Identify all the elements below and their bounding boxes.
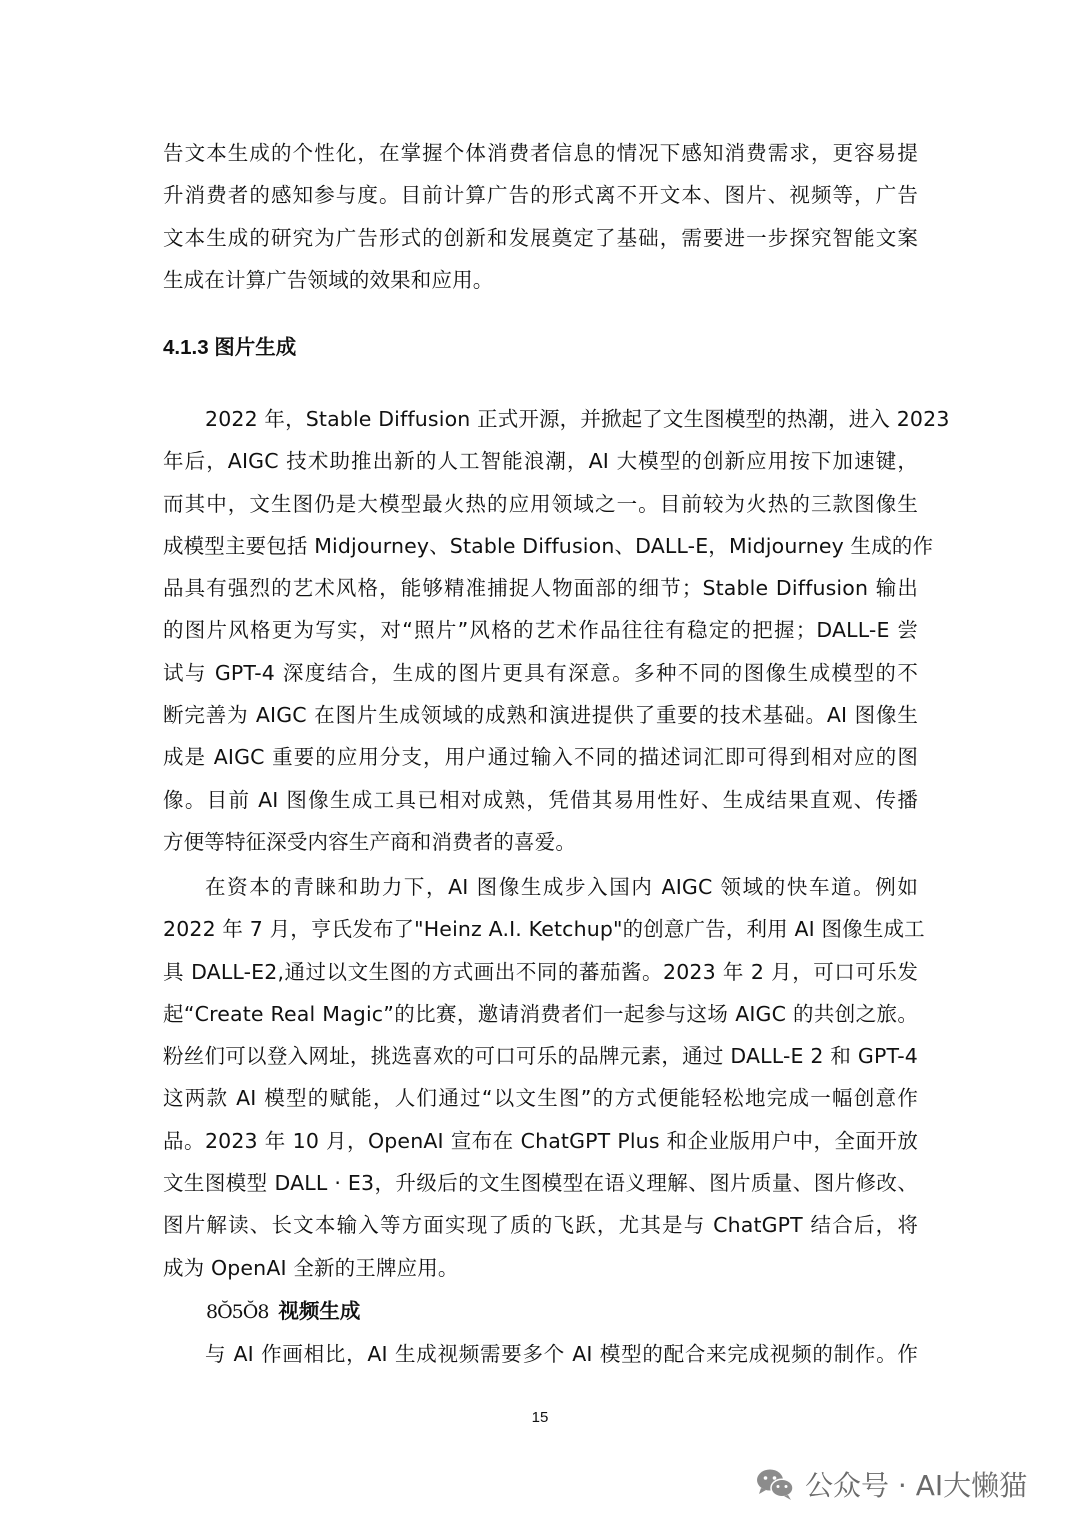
text-line: 具 DALL-E2,通过以文生图的方式画出不同的蕃茄酱。2023 年 2 月，可口可乐发	[163, 959, 918, 984]
page-number: 15	[531, 1409, 549, 1426]
section-heading-video-generation	[206, 1294, 360, 1324]
section-title: 视频生成	[278, 1299, 361, 1323]
text-line: 断完善为 AIGC 在图片生成领域的成熟和演进提供了重要的技术基础。AI 图像生	[163, 703, 918, 728]
text-line: 2022 年 7 月，亨氏发布了"Heinz A.I. Ketchup"的创意广告，利用 AI 图像生成工	[163, 917, 925, 942]
watermark	[755, 1462, 1027, 1506]
watermark-text: 公众号 · AI大懒猫	[805, 1469, 1028, 1502]
text-line: 年后，AIGC 技术助推出新的人工智能浪潮，AI 大模型的创新应用按下加速键，	[163, 449, 918, 474]
text-line: 文本生成的研究为广告形式的创新和发展奠定了基础，需要进一步探究智能文案	[163, 225, 918, 250]
text-line: 这两款 AI 模型的赋能，人们通过“以文生图”的方式便能轻松地完成一幅创意作	[163, 1086, 918, 1111]
text-line: 方便等特征深受内容生产商和消费者的喜爱。	[163, 829, 576, 854]
text-line: 成模型主要包括 Midjourney、Stable Diffusion、DALL-E，Midjourney 生成的作	[163, 533, 934, 558]
paragraph-intro	[163, 132, 918, 301]
paragraph-image-generation-1	[163, 398, 950, 863]
text-line: 生成在计算广告领域的效果和应用。	[163, 267, 494, 292]
text-line: 告文本生成的个性化，在掌握个体消费者信息的情况下感知消费需求，更容易提	[163, 141, 918, 165]
text-line: 起“Create Real Magic”的比赛，邀请消费者们一起参与这场 AIGC 的共创之旅。	[163, 1001, 918, 1026]
paragraph-video-generation	[163, 1333, 918, 1375]
text-line: 品。2023 年 10 月，OpenAI 宣布在 ChatGPT Plus 和企业版用户中，全面开放	[163, 1128, 918, 1153]
paragraph-image-generation-2	[163, 866, 925, 1289]
text-line: 图片解读、长文本输入等方面实现了质的飞跃，尤其是与 ChatGPT 结合后，将	[163, 1213, 918, 1238]
text-line: 在资本的青睐和助力下，AI 图像生成步入国内 AIGC 领域的快车道。例如	[205, 875, 918, 899]
text-line: 成是 AIGC 重要的应用分支，用户通过输入不同的描述词汇即可得到相对应的图	[163, 745, 918, 770]
text-line: 2022 年，Stable Diffusion 正式开源，并掀起了文生图模型的热潮，进入 2023	[205, 407, 950, 431]
text-line: 成为 OpenAI 全新的王牌应用。	[163, 1255, 459, 1280]
text-line: 与 AI 作画相比，AI 生成视频需要多个 AI 模型的配合来完成视频的制作。作	[205, 1342, 918, 1366]
text-line: 粉丝们可以登入网址，挑选喜欢的可口可乐的品牌元素，通过 DALL-E 2 和 GPT-4	[163, 1044, 918, 1069]
text-line: 而其中，文生图仍是大模型最火热的应用领域之一。目前较为火热的三款图像生	[163, 491, 918, 516]
wechat-icon	[755, 1467, 795, 1501]
text-line: 的图片风格更为写实，对“照片”风格的艺术作品往往有稳定的把握；DALL-E 尝	[163, 618, 918, 643]
text-line: 试与 GPT-4 深度结合，生成的图片更具有深意。多种不同的图像生成模型的不	[163, 660, 918, 685]
text-line: 品具有强烈的艺术风格，能够精准捕捉人物面部的细节；Stable Diffusion 输出	[163, 576, 918, 601]
text-line: 升消费者的感知参与度。目前计算广告的形式离不开文本、图片、视频等，广告	[163, 183, 918, 208]
section-heading-image-generation: 4.1.3 图片生成	[163, 336, 297, 359]
section-number: 8Ŏ5Ŏ8	[206, 1301, 269, 1323]
text-line: 像。目前 AI 图像生成工具已相对成熟，凭借其易用性好、生成结果直观、传播	[163, 787, 918, 812]
text-line: 文生图模型 DALL · E3，升级后的文生图模型在语义理解、图片质量、图片修改、	[163, 1171, 918, 1196]
